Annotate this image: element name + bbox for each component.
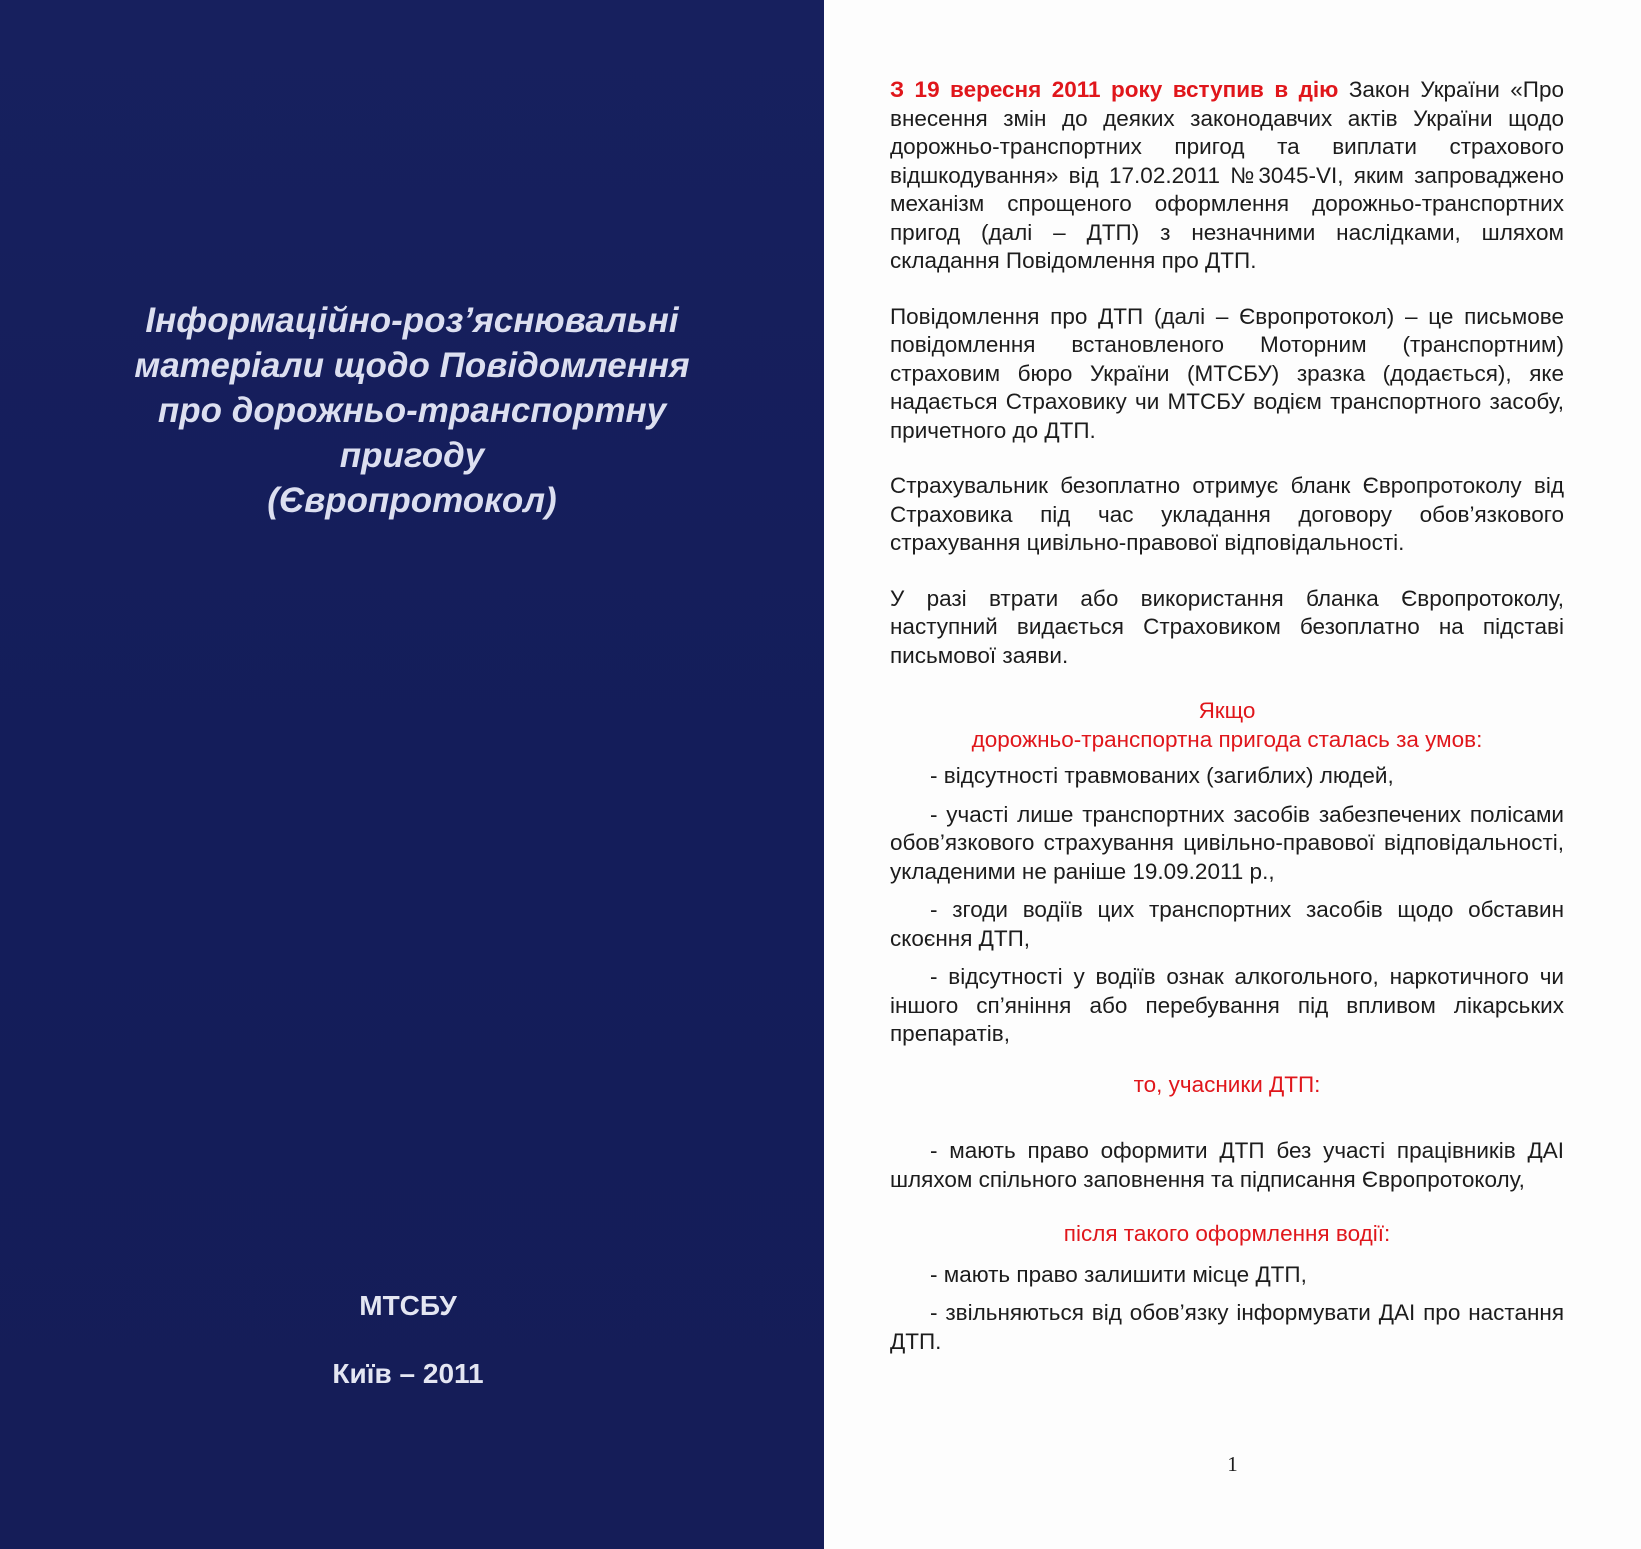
condition-item: - відсутності травмованих (загиблих) людей,	[930, 763, 1394, 788]
after-item: - мають право залишити місце ДТП,	[930, 1261, 1307, 1287]
condition-heading-if: Якщо	[1198, 698, 1256, 723]
replacement-paragraph: У разі втрати або використання бланка Європротоколу, наступний видається Страховиком безоплатно на підставі письмової заяви.	[890, 585, 1564, 668]
intro-lead: З 19 вересня 2011 року вступив в дію	[890, 77, 1339, 102]
page-number: 1	[1227, 1452, 1238, 1476]
condition-item: - участі лише транспортних засобів забезпечених полісами обов’язкового страхування цивільно-правової відповідальності, укладеними не раніше 19.09.2011 р.,	[890, 801, 1564, 884]
cover-city-year: Київ – 2011	[332, 1358, 484, 1389]
intro-paragraph	[890, 76, 1564, 276]
intro-rest: Закон України «Про внесення змін до деяких законодавчих актів України щодо дорожньо-транспортних пригод та виплати страхового відшкодування» від 17.02.2011 №3045-VI, яким запроваджено механізм спрощеного оформлення дорожньо-транспортних пригод (далі – ДТП) з незначними наслідками, шляхом складання Повідомлення про ДТП.	[890, 77, 1564, 273]
blank-issue-paragraph: Страхувальник безоплатно отримує бланк Європротоколу від Страховика під час укладання договору обов’язкового страхування цивільно-правової відповідальності.	[890, 473, 1564, 555]
cover-title-line: матеріали щодо Повідомлення	[134, 346, 690, 385]
after-heading: після такого оформлення водії:	[1063, 1221, 1391, 1246]
after-item: - звільняються від обов’язку інформувати ДАІ про настання ДТП.	[890, 1300, 1564, 1354]
cover-title-line: (Європротокол)	[267, 481, 557, 520]
cover-title-line: про дорожньо-транспортну	[157, 391, 667, 430]
condition-heading-text: дорожньо-транспортна пригода сталась за умов:	[971, 726, 1483, 752]
cover-title-line: Інформаційно-роз’яснювальні	[145, 301, 679, 340]
condition-item: - відсутності у водіїв ознак алкогольного, наркотичного чи іншого сп’яніння або перебування під впливом лікарських препаратів,	[890, 964, 1564, 1046]
condition-item: - згоди водіїв цих транспортних засобів щодо обставин скоєння ДТП,	[890, 897, 1564, 951]
rights-item: - мають право оформити ДТП без участі працівників ДАІ шляхом спільного заповнення та підписання Європротоколу,	[890, 1138, 1564, 1192]
page-content	[890, 76, 1564, 1356]
text-page	[824, 0, 1641, 1549]
cover-title	[40, 298, 784, 523]
cover-title-line: пригоду	[339, 436, 485, 475]
cover-organization: МТСБУ	[359, 1290, 457, 1321]
definition-paragraph: Повідомлення про ДТП (далі – Європротокол) – це письмове повідомлення встановленого Моторним (транспортним) страховим бюро України (МТСБУ) зразка (додається), яке надається Страховику чи МТСБУ водієм транспортного засобу, причетного до ДТП.	[890, 303, 1564, 443]
then-heading: то, учасники ДТП:	[1133, 1071, 1321, 1097]
